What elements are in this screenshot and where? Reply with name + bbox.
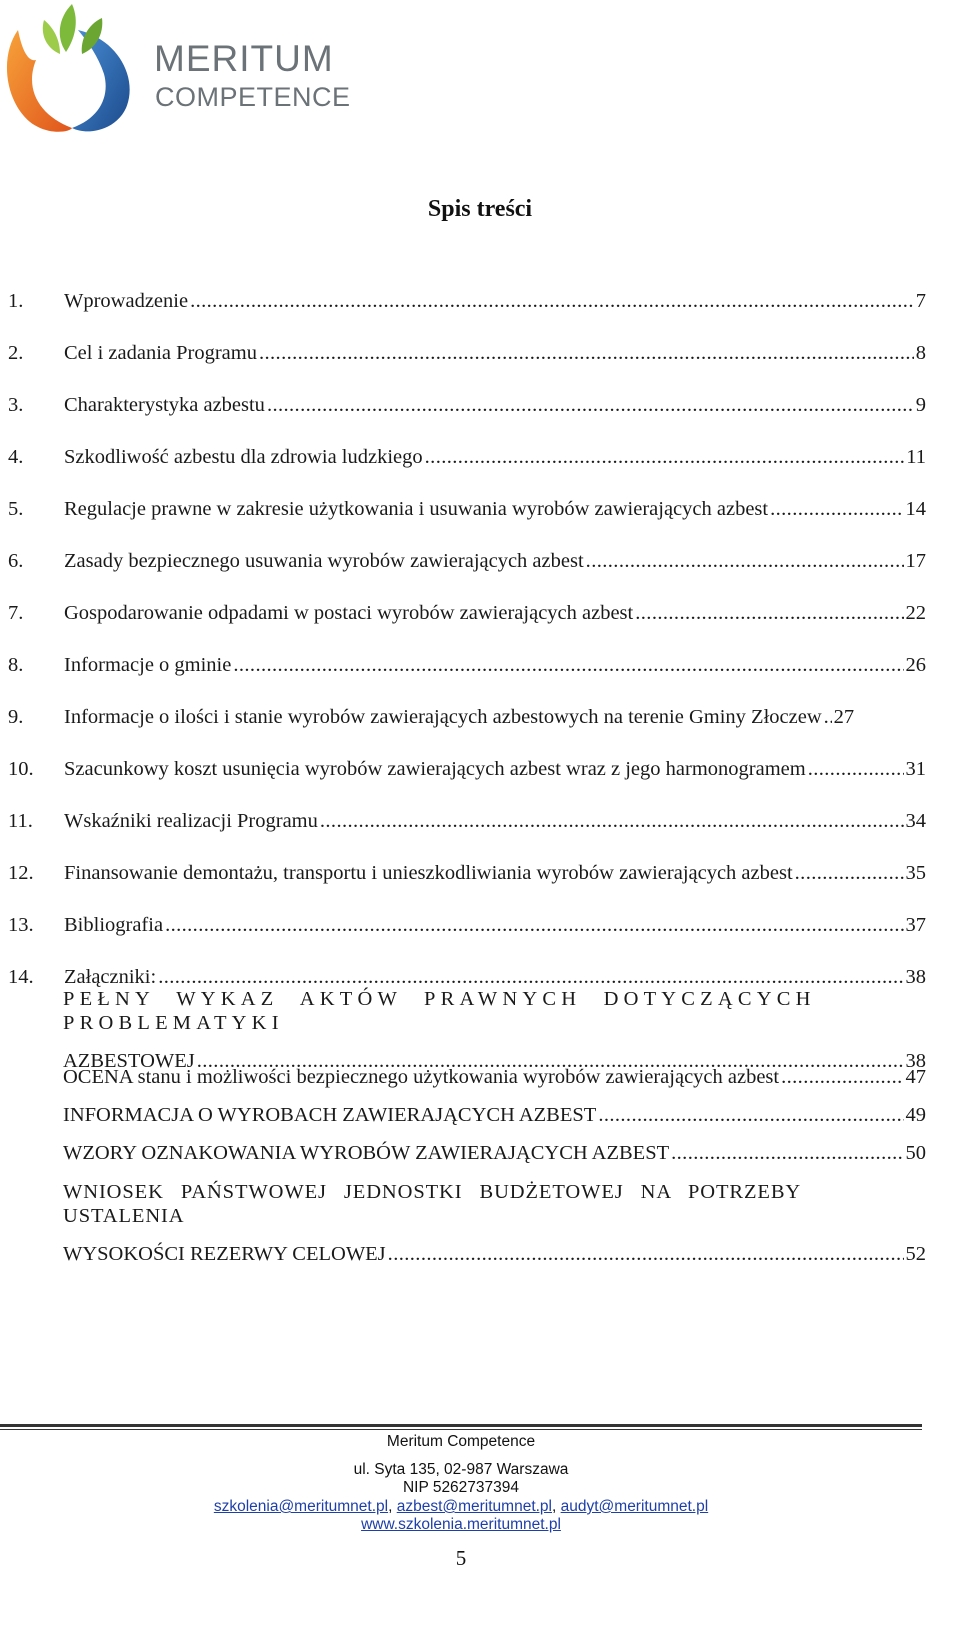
toc-entry-number: 6. <box>8 550 24 572</box>
toc-annex-title: WNIOSEK PAŃSTWOWEJ JEDNOSTKI BUDŻETOWEJ NA POTRZEBY USTALENIA <box>63 1181 801 1227</box>
toc-entry[interactable] <box>8 861 926 913</box>
email-link-audyt[interactable]: audyt@meritumnet.pl <box>560 1498 709 1515</box>
dot-leader <box>824 705 832 729</box>
toc-entry-page: 11 <box>906 446 926 468</box>
logo-mark-icon <box>0 0 150 140</box>
toc-entry[interactable] <box>8 653 926 705</box>
toc-entry[interactable] <box>8 393 926 445</box>
toc-entry-number: 14. <box>8 966 34 988</box>
toc-annex-title: AZBESTOWEJ <box>63 1050 195 1072</box>
toc-entry-title: Regulacje prawne w zakresie użytkowania i usuwania wyrobów zawierających azbest <box>64 498 769 520</box>
website-link[interactable]: www.szkolenia.meritumnet.pl <box>361 1516 561 1533</box>
toc-annex-title: PEŁNY WYKAZ AKTÓW PRAWNYCH DOTYCZĄCYCH PROBLEMATYKI <box>63 988 816 1034</box>
toc-entry-number: 11. <box>8 810 33 832</box>
toc-entry-number: 7. <box>8 602 24 624</box>
toc-entry[interactable] <box>8 809 926 861</box>
footer-company: Meritum Competence <box>386 1433 536 1450</box>
toc-entry-title: Szkodliwość azbestu dla zdrowia ludzkiego <box>64 446 423 468</box>
dot-leader <box>795 861 904 885</box>
email-separator: , <box>552 1498 561 1515</box>
dot-leader <box>259 341 914 365</box>
dot-leader <box>320 809 904 833</box>
toc-entry-number: 2. <box>8 342 24 364</box>
toc-annex-entry[interactable] <box>63 1103 926 1127</box>
toc-annex-entry[interactable] <box>63 987 926 1073</box>
toc-entry[interactable] <box>8 445 926 497</box>
dot-leader <box>158 965 903 989</box>
toc-entry-title: Wskaźniki realizacji Programu <box>64 810 318 832</box>
dot-leader <box>388 1242 904 1266</box>
dot-leader <box>598 1103 903 1127</box>
toc-entry-title: Wprowadzenie <box>64 290 189 312</box>
toc-entry-number: 10. <box>8 758 34 780</box>
toc-annex-title-line <box>63 1141 926 1165</box>
toc-annex-title: WZORY OZNAKOWANIA WYROBÓW ZAWIERAJĄCYCH AZBEST <box>63 1142 670 1164</box>
toc-entry-page: 31 <box>905 758 926 780</box>
toc-entry-page: 17 <box>905 550 926 572</box>
toc-annex-entry[interactable] <box>63 1180 926 1266</box>
toc-entry[interactable] <box>8 341 926 393</box>
toc-entry[interactable] <box>8 913 926 965</box>
toc-entry-page: 7 <box>915 290 926 312</box>
toc-entry-title: Informacje o gminie <box>64 654 232 676</box>
logo-text-meritum: MERITUM <box>154 38 334 79</box>
footer-emails <box>0 1498 922 1516</box>
toc-entry[interactable] <box>8 497 926 549</box>
toc-entry-number: 12. <box>8 862 34 884</box>
dot-leader <box>233 653 903 677</box>
toc-entry-number: 9. <box>8 706 24 728</box>
dot-leader <box>671 1141 903 1165</box>
toc-entry-number: 8. <box>8 654 24 676</box>
toc-entry[interactable] <box>8 289 926 341</box>
email-link-azbest[interactable]: azbest@meritumnet.pl <box>396 1498 552 1515</box>
toc-annex-title: OCENA stanu i możliwości bezpiecznego użytkowania wyrobów zawierających azbest <box>63 1066 780 1088</box>
toc-entry[interactable] <box>8 757 926 809</box>
toc-entry-title: Cel i zadania Programu <box>64 342 257 364</box>
toc-entry-page: 35 <box>905 862 926 884</box>
footer-address: ul. Syta 135, 02-987 Warszawa <box>353 1461 569 1478</box>
toc-entry-title: Informacje o ilości i stanie wyrobów zawierających azbestowych na terenie Gminy Złoczew <box>64 706 822 728</box>
toc-entry-page: 37 <box>905 914 926 936</box>
dot-leader <box>635 601 903 625</box>
toc-annex-title-line <box>63 987 926 1035</box>
footer-divider <box>0 1424 922 1427</box>
toc-entry-title: Załączniki: <box>64 966 157 988</box>
toc-entry-page: 26 <box>905 654 926 676</box>
dot-leader <box>267 393 914 417</box>
toc-entry-number: 13. <box>8 914 34 936</box>
toc-entry-number: 4. <box>8 446 24 468</box>
toc-heading: Spis treści <box>427 196 533 222</box>
table-of-contents <box>8 289 926 1017</box>
email-separator: , <box>388 1498 397 1515</box>
dot-leader <box>586 549 904 573</box>
toc-entry[interactable] <box>8 705 926 757</box>
toc-entry-page: 38 <box>905 1050 926 1072</box>
toc-entry-title: Szacunkowy koszt usunięcia wyrobów zawierających azbest wraz z jego harmonogramem <box>64 758 806 780</box>
toc-annex-title: INFORMACJA O WYROBACH ZAWIERAJĄCYCH AZBEST <box>63 1104 597 1126</box>
toc-entry[interactable] <box>8 601 926 653</box>
toc-entry-number: 5. <box>8 498 24 520</box>
toc-entry-title: Charakterystyka azbestu <box>64 394 265 416</box>
dot-leader <box>190 289 914 313</box>
toc-entry-page: 34 <box>905 810 926 832</box>
toc-entry-number: 1. <box>8 290 24 312</box>
toc-entry-page: 27 <box>833 706 855 728</box>
dot-leader <box>425 445 905 469</box>
toc-annex-title-line <box>63 1242 926 1266</box>
toc-entry-title: Bibliografia <box>64 914 164 936</box>
toc-entry-page: 47 <box>905 1066 926 1088</box>
toc-annex-entry[interactable] <box>63 1141 926 1165</box>
toc-entry-title: Gospodarowanie odpadami w postaci wyrobów zawierających azbest <box>64 602 634 624</box>
footer-website <box>0 1516 922 1534</box>
dot-leader <box>781 1065 903 1089</box>
dot-leader <box>165 913 903 937</box>
toc-entry-page: 52 <box>905 1243 926 1265</box>
logo-text-competence: COMPETENCE <box>155 82 351 112</box>
toc-annex-title-line <box>63 1180 926 1228</box>
toc-annex-title: WYSOKOŚCI REZERWY CELOWEJ <box>63 1243 386 1265</box>
dot-leader <box>770 497 903 521</box>
toc-entry-page: 49 <box>905 1104 926 1126</box>
email-link-szkolenia[interactable]: szkolenia@meritumnet.pl <box>213 1498 389 1515</box>
toc-annex-title-line <box>63 1065 926 1089</box>
dot-leader <box>808 757 904 781</box>
toc-entry-page: 22 <box>905 602 926 624</box>
toc-entry-page: 8 <box>915 342 926 364</box>
toc-entry-number: 3. <box>8 394 24 416</box>
page-number: 5 <box>455 1546 467 1570</box>
toc-entry-page: 9 <box>915 394 926 416</box>
toc-entry-title: Zasady bezpiecznego usuwania wyrobów zawierających azbest <box>64 550 584 572</box>
toc-entry-page: 14 <box>905 498 926 520</box>
toc-annex-title-line <box>63 1103 926 1127</box>
meritum-logo <box>0 0 351 140</box>
toc-entry-page: 50 <box>905 1142 926 1164</box>
toc-entry-page: 38 <box>905 966 926 988</box>
toc-entry[interactable] <box>8 549 926 601</box>
footer-nip: NIP 5262737394 <box>402 1479 520 1496</box>
toc-annex-entry[interactable] <box>63 1065 926 1089</box>
toc-entry-title: Finansowanie demontażu, transportu i unieszkodliwiania wyrobów zawierających azbest <box>64 862 793 884</box>
footer-divider-thin <box>0 1429 922 1430</box>
